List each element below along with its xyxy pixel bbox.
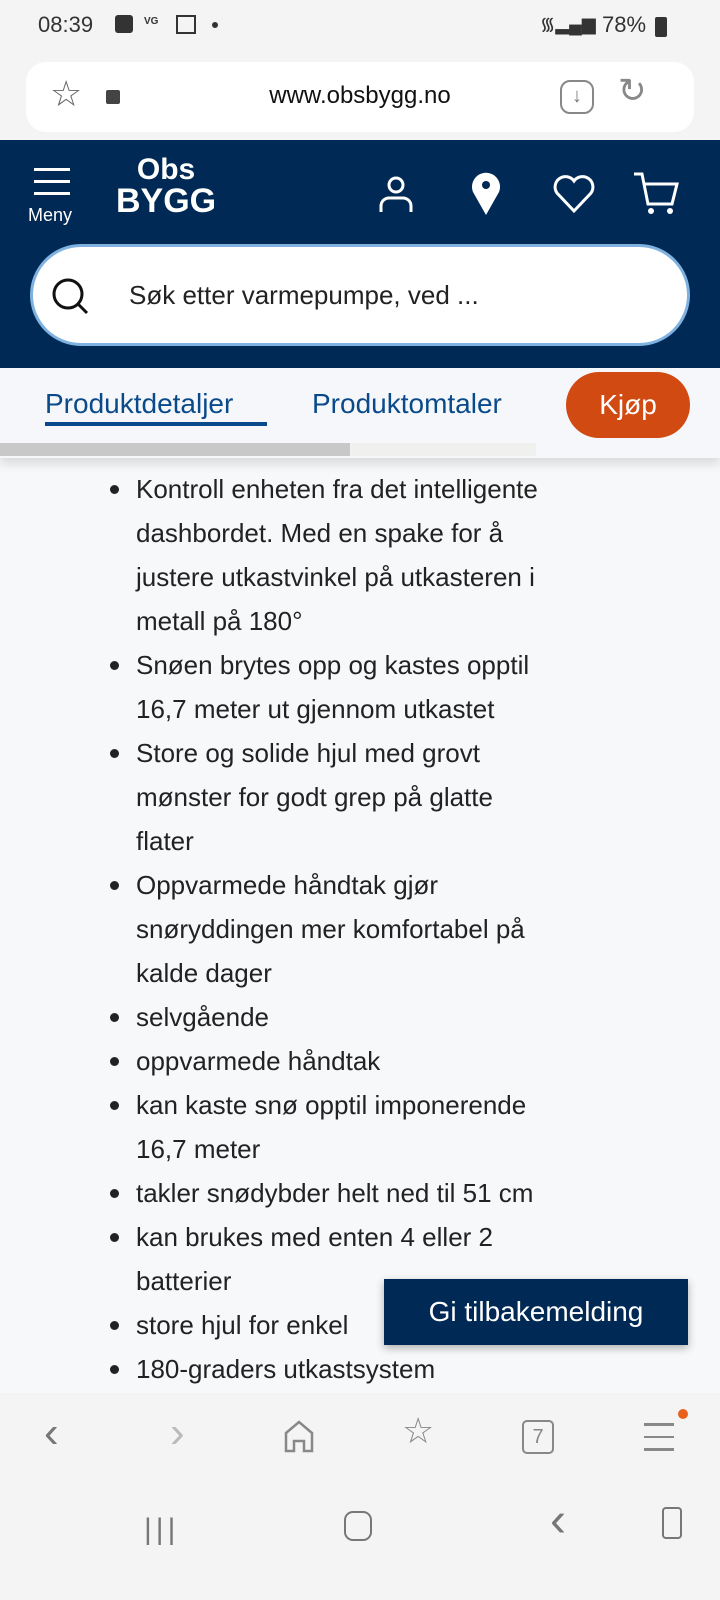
download-icon[interactable]: ↓ [560, 80, 594, 114]
feature-text-line: Kontroll enheten fra det intelligente [136, 474, 538, 504]
feature-text-line: justere utkastvinkel på utkasteren i [136, 562, 535, 592]
home-button-icon[interactable] [344, 1511, 372, 1541]
address-bar[interactable] [26, 62, 694, 132]
account-icon[interactable] [376, 174, 416, 214]
forward-icon[interactable]: › [170, 1408, 185, 1457]
logo-text-top: Obs [136, 153, 196, 186]
feature-item [0, 1083, 720, 1171]
feature-text-line: snøryddingen mer komfortabel på [136, 914, 525, 944]
search-input[interactable] [30, 244, 690, 346]
feature-text-line: 180-graders utkastsystem [136, 1354, 436, 1384]
feedback-button[interactable]: Gi tilbakemelding [384, 1279, 688, 1345]
battery-icon [655, 17, 667, 37]
search-icon [51, 277, 91, 317]
menu-label: Meny [27, 205, 72, 225]
feature-text-line: metall på 180° [136, 606, 303, 636]
buy-button[interactable]: Kjøp [566, 372, 690, 438]
screen-rotate-icon[interactable] [662, 1507, 682, 1539]
product-features [0, 467, 720, 1391]
feature-text-line: flater [136, 826, 194, 856]
feature-text-line: mønster for godt grep på glatte [136, 782, 493, 812]
feature-item [0, 467, 720, 643]
scroll-progress-fill [0, 443, 350, 456]
feature-item [0, 863, 720, 995]
system-navigation-bar [0, 1485, 720, 1600]
feature-list [0, 467, 720, 1391]
obs-bygg-logo[interactable] [116, 153, 217, 220]
battery-level: 78% [602, 12, 647, 37]
feature-text-line: kan brukes med enten 4 eller 2 [136, 1222, 493, 1252]
feature-text-line: 16,7 meter ut gjennom utkastet [136, 694, 495, 724]
cart-icon[interactable] [632, 170, 680, 216]
reload-icon[interactable]: ↻ [618, 72, 647, 110]
vg-notification-icon: VG [144, 16, 159, 27]
feature-item [0, 1347, 720, 1391]
feature-text-line: Store og solide hjul med grovt [136, 738, 480, 768]
bookmark-star-icon[interactable]: ☆ [50, 73, 83, 114]
search-placeholder: Søk etter varmepumpe, ved ... [129, 280, 479, 310]
browser-toolbar [0, 52, 720, 140]
recent-apps-icon[interactable]: ||| [144, 1513, 180, 1546]
feature-item [0, 731, 720, 863]
feature-text-line: Snøen brytes opp og kastes opptil [136, 650, 530, 680]
tab-product-reviews[interactable]: Produktomtaler [312, 388, 502, 419]
status-bar [0, 0, 720, 52]
clock: 08:39 [38, 12, 94, 37]
feature-text-line: takler snødybder helt ned til 51 cm [136, 1178, 534, 1208]
tab-product-details[interactable]: Produktdetaljer [45, 388, 234, 419]
browser-menu-icon[interactable] [644, 1423, 674, 1451]
notification-dot [678, 1409, 688, 1419]
more-notifications-dot [212, 22, 218, 28]
feature-text-line: 16,7 meter [136, 1134, 261, 1164]
system-back-icon[interactable]: ‹ [550, 1494, 566, 1547]
tabs-button[interactable]: 7 [522, 1420, 554, 1454]
wifi-signal-icon: ᯾▂▄▆ [540, 14, 596, 34]
wishlist-heart-icon[interactable] [552, 174, 596, 214]
feature-item [0, 995, 720, 1039]
browser-bottom-bar [0, 1393, 720, 1485]
gallery-notification-icon [115, 15, 133, 33]
feature-text-line: kalde dager [136, 958, 272, 988]
logo-text-bottom: BYGG [116, 181, 217, 220]
feature-text-line: selvgående [136, 1002, 269, 1032]
home-icon[interactable] [282, 1419, 316, 1453]
feature-item [0, 643, 720, 731]
feature-text-line: kan kaste snø opptil imponerende [136, 1090, 527, 1120]
feature-text-line: batterier [136, 1266, 232, 1296]
store-location-icon[interactable] [470, 170, 502, 216]
feature-text-line: store hjul for enkel [136, 1310, 349, 1340]
feature-text-line: dashbordet. Med en spake for å [136, 518, 504, 548]
feature-item [0, 1171, 720, 1215]
feature-text-line: oppvarmede håndtak [136, 1046, 381, 1076]
back-icon[interactable]: ‹ [44, 1408, 59, 1457]
url-text[interactable]: www.obsbygg.no [269, 82, 451, 109]
feature-text-line: Oppvarmede håndtak gjør [136, 870, 439, 900]
bookmarks-icon[interactable]: ☆ [402, 1410, 435, 1451]
product-tabs [0, 368, 720, 458]
menu-button[interactable] [26, 168, 78, 226]
feature-item [0, 1039, 720, 1083]
calendar-notification-icon [176, 15, 196, 34]
active-tab-indicator [45, 422, 267, 426]
site-header [0, 140, 720, 368]
